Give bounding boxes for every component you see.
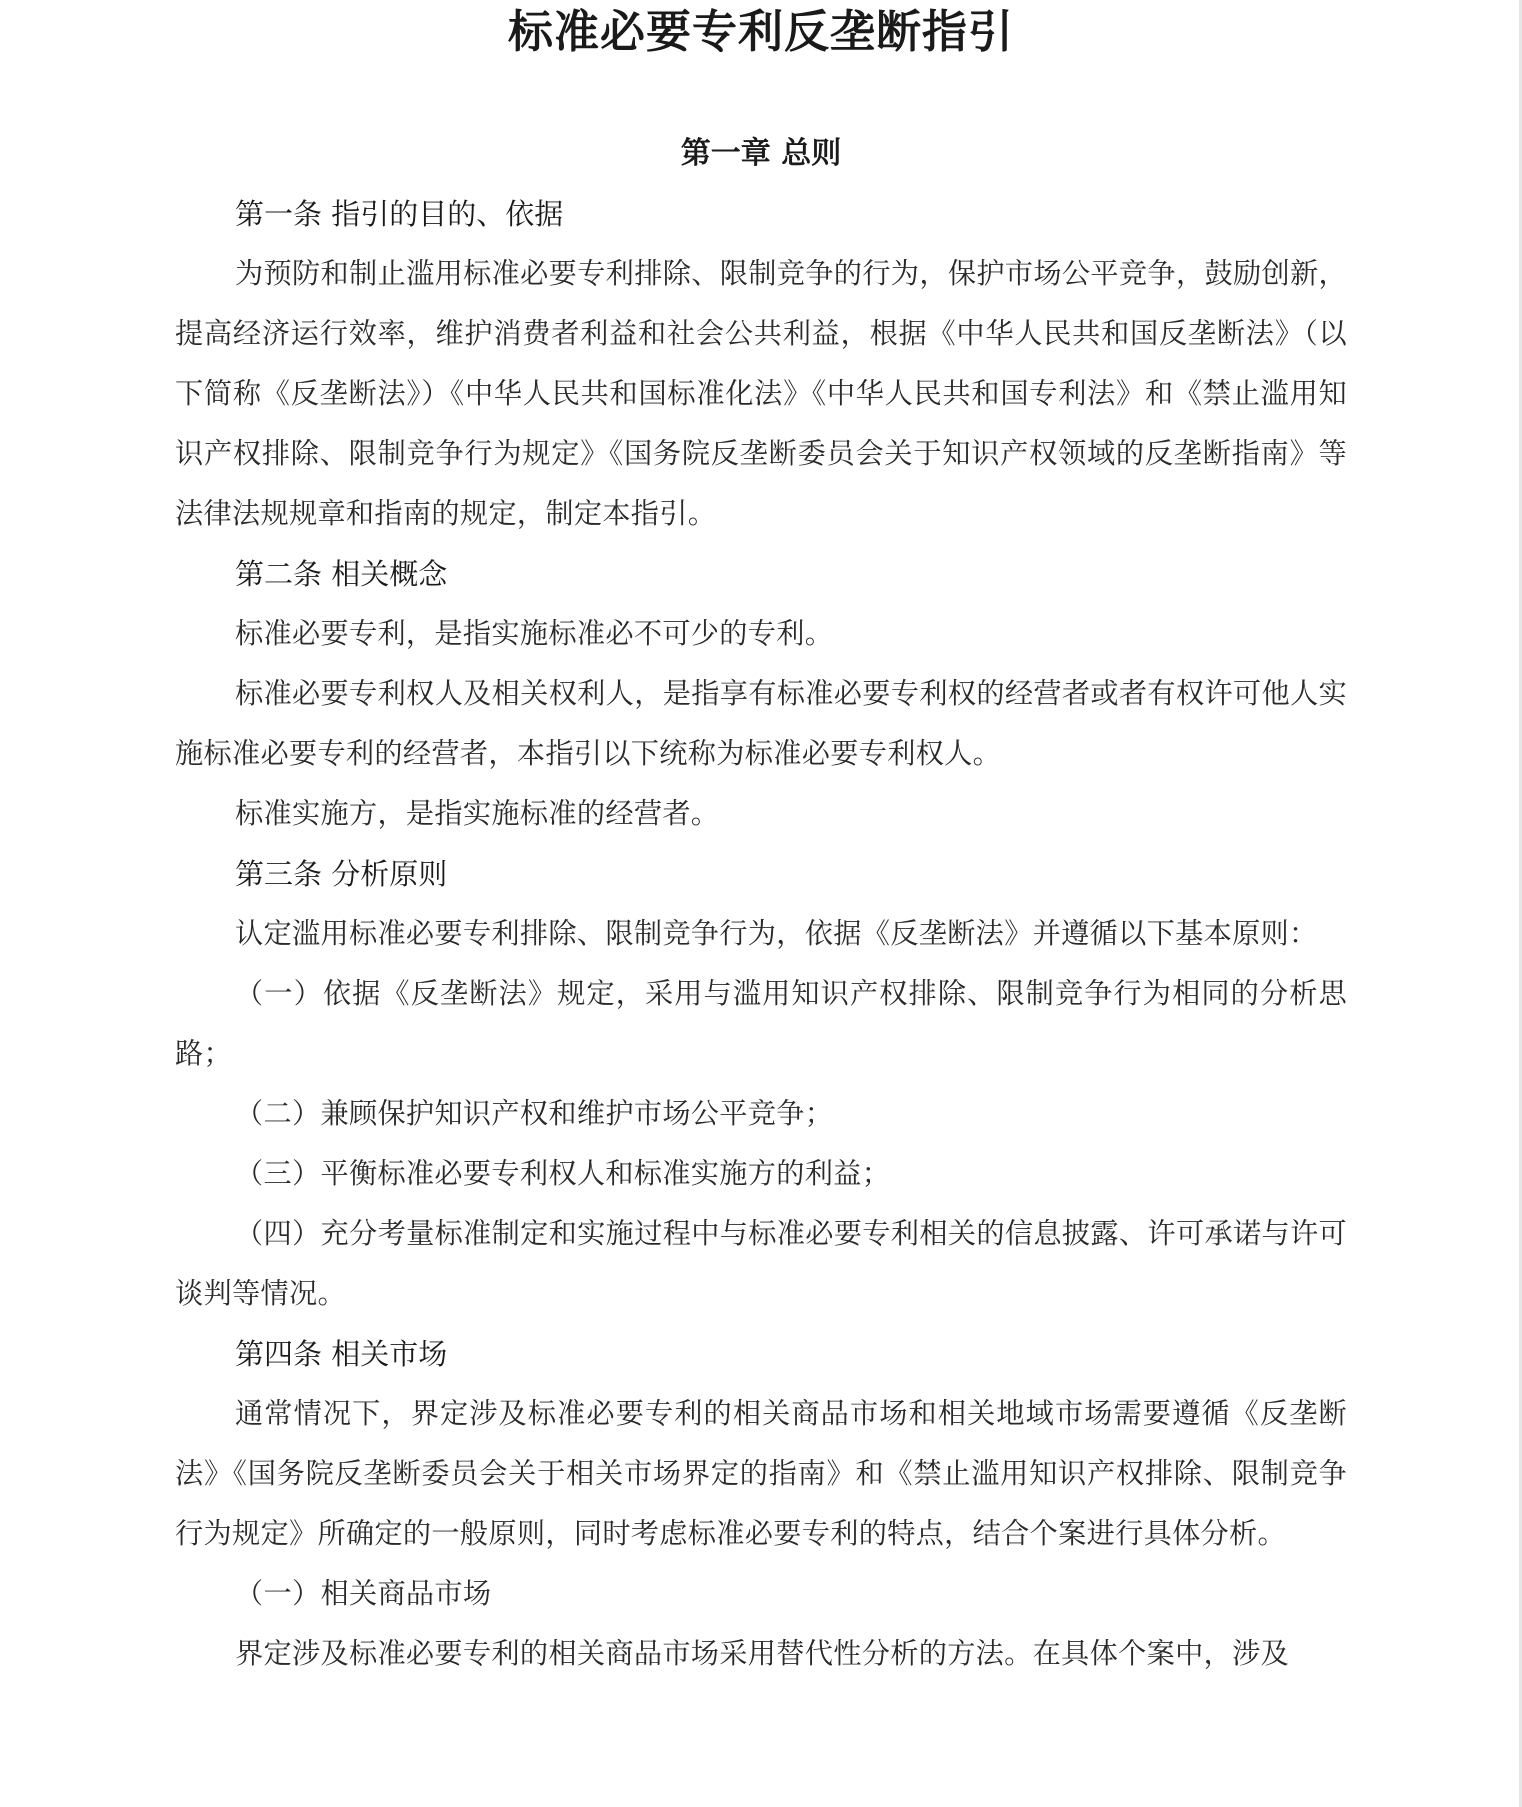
article-1-paragraph: 为预防和制止滥用标准必要专利排除、限制竞争的行为，保护市场公平竞争，鼓励创新，提高经济运行效率，维护消费者利益和社会公共利益，根据《中华人民共和国反垄断法》（以下简称《反垄断法》）《中华人民共和国标准化法》《中华人民共和国专利法》和《禁止滥用知识产权排除、限制竞争行为规定》《国务院反垄断委员会关于知识产权领域的反垄断指南》等法律法规规章和指南的规定，制定本指引。	[175, 257, 1347, 530]
article-2-heading: 第二条 相关概念	[235, 557, 448, 591]
document-page	[175, 0, 1347, 1684]
article-2-paragraph-2: 标准必要专利权人及相关权利人，是指享有标准必要专利权的经营者或者有权许可他人实施标准必要专利的经营者，本指引以下统称为标准必要专利权人。	[175, 677, 1347, 770]
article-4-paragraph-1: 通常情况下，界定涉及标准必要专利的相关商品市场和相关地域市场需要遵循《反垄断法》《国务院反垄断委员会关于相关市场界定的指南》和《禁止滥用知识产权排除、限制竞争行为规定》所确定的一般原则，同时考虑标准必要专利的特点，结合个案进行具体分析。	[175, 1397, 1347, 1550]
article-3-item-4: （四）充分考量标准制定和实施过程中与标准必要专利相关的信息披露、许可承诺与许可谈判等情况。	[175, 1217, 1347, 1310]
article-1-heading: 第一条 指引的目的、依据	[235, 197, 564, 231]
article-4-item-1: （一）相关商品市场	[235, 1577, 492, 1610]
article-4-heading: 第四条 相关市场	[235, 1337, 448, 1371]
article-3-item-1: （一）依据《反垄断法》规定，采用与滥用知识产权排除、限制竞争行为相同的分析思路；	[175, 977, 1347, 1070]
article-3-heading: 第三条 分析原则	[235, 857, 448, 891]
chapter-heading: 第一章 总则	[680, 136, 842, 171]
article-4-paragraph-2: 界定涉及标准必要专利的相关商品市场采用替代性分析的方法。在具体个案中，涉及	[235, 1637, 1290, 1670]
article-2-paragraph-1: 标准必要专利，是指实施标准必不可少的专利。	[235, 617, 834, 650]
article-3-item-3: （三）平衡标准必要专利权人和标准实施方的利益；	[235, 1157, 891, 1190]
article-3-paragraph: 认定滥用标准必要专利排除、限制竞争行为，依据《反垄断法》并遵循以下基本原则：	[235, 917, 1318, 950]
article-2-paragraph-3: 标准实施方，是指实施标准的经营者。	[235, 797, 720, 830]
article-3-item-2: （二）兼顾保护知识产权和维护市场公平竞争；	[235, 1097, 834, 1130]
document-title: 标准必要专利反垄断指引	[507, 5, 1014, 58]
